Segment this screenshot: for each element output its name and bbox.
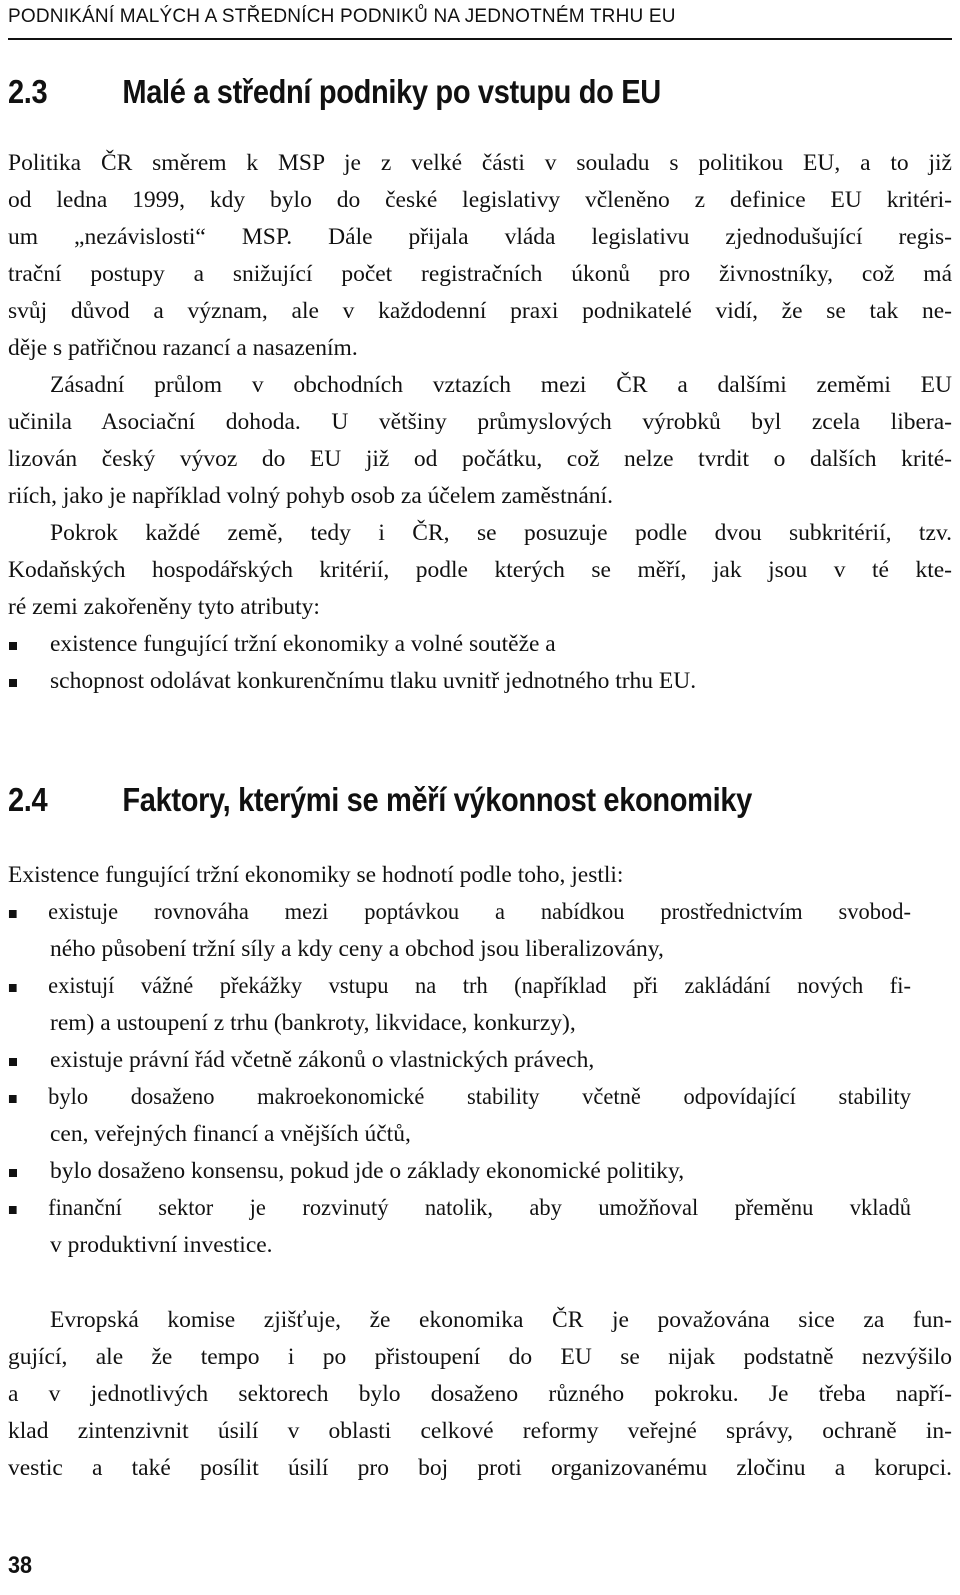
bullet-icon [9,642,17,650]
list-item-continuation: rem) a ustoupení z trhu (bankroty, likvidace, konkurzy), [50,1010,576,1036]
list-item-continuation: ného působení tržní síly a kdy ceny a obchod jsou liberalizovány, [50,936,664,962]
header-rule [8,38,952,40]
paragraph-3 [8,515,952,626]
section-title: Faktory, kterými se měří výkonnost ekonomiky [122,781,752,818]
paragraph-2 [8,367,952,515]
text-line: lizován český vývoz do EU již od počátku, což nelze tvrdit o dalších krité- [8,446,952,472]
paragraph-closing [8,1302,952,1487]
bullet-icon [9,1206,17,1214]
list-item [8,968,911,1005]
text-line: ré zemi zakořeněny tyto atributy: [8,594,320,620]
text-line: od ledna 1999, kdy bylo do české legislativy včleněno z definice EU kritéri- [8,187,952,213]
section-number: 2.3 [8,73,48,110]
text-line: trační postupy a snižující počet registračních úkonů pro živnostníky, což má [8,261,952,287]
paragraph-1 [8,145,952,367]
list-item-text: existuje právní řád včetně zákonů o vlastnických právech, [50,1047,595,1073]
list-item [8,1079,911,1116]
text-line: klad zintenzivnit úsilí v oblasti celkové reformy veřejné správy, ochraně in- [8,1418,952,1444]
list-item [8,894,911,931]
text-line: a v jednotlivých sektorech bylo dosaženo různého pokroku. Je třeba napří- [8,1381,952,1407]
list-item-continuation: v produktivní investice. [50,1232,273,1258]
text-line: um „nezávislosti“ MSP. Dále přijala vláda legislativu zjednodušující regis- [8,224,952,250]
list-item-continuation: cen, veřejných financí a vnějších účtů, [50,1121,411,1147]
list-item-text: finanční sektor je rozvinutý natolik, aby umožňoval přeměnu vkladů [48,1195,911,1221]
list-item-text: bylo dosaženo konsensu, pokud jde o základy ekonomické politiky, [50,1158,685,1184]
list-item-text: bylo dosaženo makroekonomické stability včetně odpovídající stability [48,1084,911,1110]
list-item [8,1190,911,1227]
paragraph-intro [8,857,952,894]
section-heading-2-4 [8,780,752,820]
page-number: 38 [8,1552,33,1579]
bullet-icon [9,679,17,687]
bullet-list-2-3 [8,626,952,700]
text-line: Kodaňských hospodářských kritérií, podle kterých se měří, jak jsou v té kte- [8,557,952,583]
list-item [8,663,952,700]
text-line: Politika ČR směrem k MSP je z velké části v souladu s politikou EU, a to již [8,150,952,176]
bullet-icon [9,984,17,992]
text-line: gující, ale že tempo i po přistoupení do EU se nijak podstatně nezvýšilo [8,1344,952,1370]
list-item [8,1153,952,1190]
text-line: Existence fungující tržní ekonomiky se hodnotí podle toho, jestli: [8,862,624,888]
bullet-icon [9,910,17,918]
text-line: svůj důvod a význam, ale v každodenní praxi podnikatelé vidí, že se tak ne- [8,298,952,324]
text-line: riích, jako je například volný pohyb osob za účelem zaměstnání. [8,483,613,509]
list-item-text: schopnost odolávat konkurenčnímu tlaku uvnitř jednotného trhu EU. [50,668,697,694]
running-header: PODNIKÁNÍ MALÝCH A STŘEDNÍCH PODNIKŮ NA JEDNOTNÉM TRHU EU [8,6,676,27]
bullet-icon [9,1058,17,1066]
bullet-icon [9,1095,17,1103]
section-title: Malé a střední podniky po vstupu do EU [122,73,661,110]
text-line: učinila Asociační dohoda. U většiny průmyslových výrobků byl zcela libera- [8,409,952,435]
text-line: děje s patřičnou razancí a nasazením. [8,335,358,361]
bullet-list-2-4 [8,894,952,1264]
list-item [8,1042,952,1079]
section-number: 2.4 [8,781,48,818]
bullet-icon [9,1169,17,1177]
text-line: Pokrok každé země, tedy i ČR, se posuzuje podle dvou subkritérií, tzv. [50,520,952,546]
section-heading-2-3 [8,72,661,112]
list-item-text: existence fungující tržní ekonomiky a volné soutěže a [50,631,556,657]
text-line: Zásadní průlom v obchodních vztazích mezi ČR a dalšími zeměmi EU [50,372,952,398]
list-item-text: existují vážné překážky vstupu na trh (například při zakládání nových fi- [48,973,911,999]
text-line: Evropská komise zjišťuje, že ekonomika ČR je považována sice za fun- [50,1307,952,1333]
text-line: vestic a také posílit úsilí pro boj proti organizovanému zločinu a korupci. [8,1455,952,1481]
list-item [8,626,952,663]
list-item-text: existuje rovnováha mezi poptávkou a nabídkou prostřednictvím svobod- [48,899,911,925]
